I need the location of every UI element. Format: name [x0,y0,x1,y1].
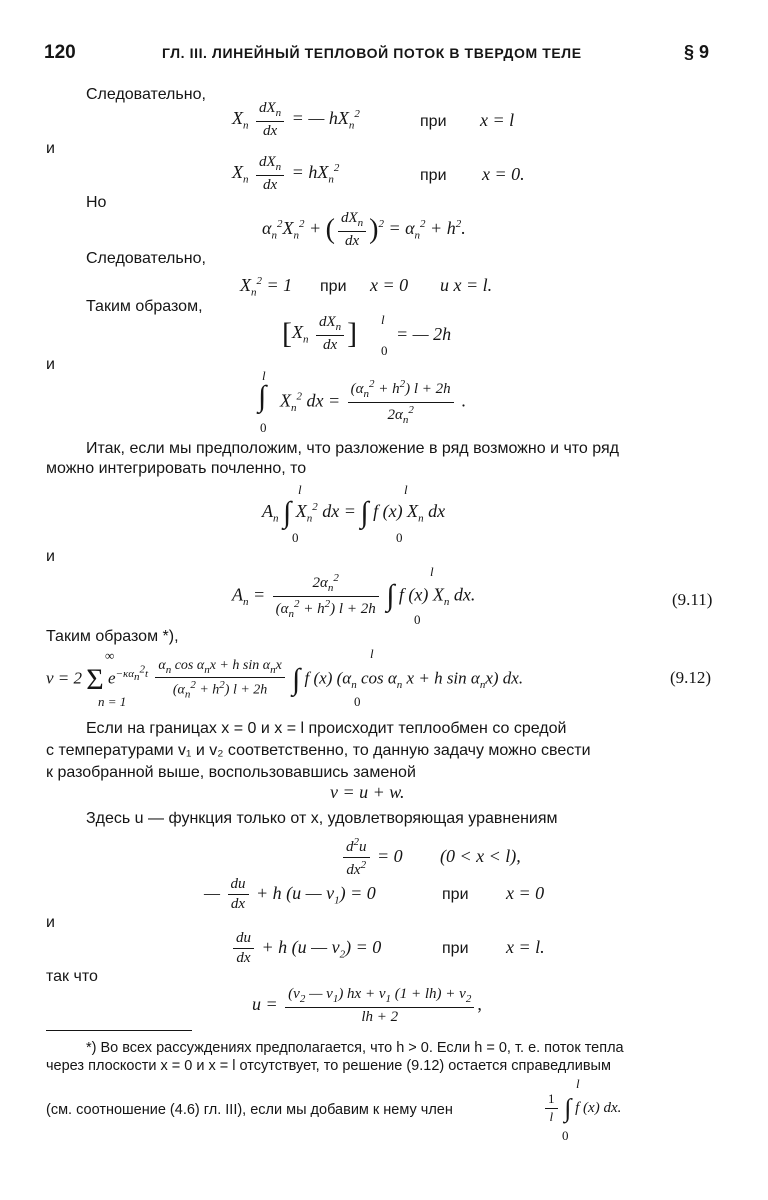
equation-coeff-relation: $A_n$ ∫ $X_n^2$ dx = ∫ f (x) $X_n$ dx [262,496,446,529]
equation-9-12: v = 2 Σ $e^{-\kappa\alpha_n^2t}$ $\frac{\alpha_n \cos \alpha_nx + h \sin \alpha_nx}{(\alpha_n^2 + h^2) l + 2h}$ ∫ f (x) ($\alpha_n$ $\cos \alpha_n$ x + h $\sin \alpha_nx$) dx. [46,658,524,701]
equation-u-solution: u = $\frac{(v_2 — v_1) hx + v_1 (1 + lh) + v_2}{lh + 2}$ , [252,986,482,1025]
paragraph-1-line-1: Итак, если мы предположим, что разложение в ряд возможно и что ряд [86,440,619,457]
equation-steady-state: $\frac{d^2u}{dx^2}$ = 0 [340,836,403,880]
equation-xn-squared: $X_n^2 = 1$ [240,275,293,299]
paragraph-1-line-2: можно интегрировать почленно, то [46,460,307,477]
condition-and-x-eq-l: и x = l. [440,275,493,295]
equation-boundary-0: $X_n$ $\frac{dX_n}{dx}$ = $hX_n^2$ [232,154,340,193]
condition-at-2: при [420,167,447,184]
footnote-rule [46,1030,192,1031]
equation-norm-integral: $X_n^2$ dx = $\frac{(\alpha_n^2 + h^2) l + 2h}{2\alpha_n^2}$ . [280,378,466,426]
paragraph-2-line-1: Если на границах x = 0 и x = l происходит теплообмен со средой [86,720,567,737]
paragraph-3-line-1: Здесь u — функция только от x, удовлетворяющая уравнениям [86,810,558,827]
equation-number-9-11: (9.11) [672,590,713,609]
word-and-2: и [46,356,55,373]
condition-at-1: при [420,113,447,130]
integral-sign-1: ∫ [258,380,267,413]
footnote-formula: $\frac{1}{l}$ ∫ f (x) dx. [542,1092,621,1125]
equation-bracket: [$X_n$ $\frac{dX_n}{dx}$ ] [282,314,358,353]
int-lower-5: 0 [354,694,361,709]
condition-x-eq-0-c: x = 0 [506,883,545,903]
word-and-3: и [46,548,55,565]
word-therefore-1: Следовательно, [86,86,206,103]
paragraph-2-line-2: с температурами v₁ и v₂ соответственно, то данную задачу можно свести [46,742,591,759]
equation-9-11: $A_n$ = $\frac{2\alpha_n^2}{(\alpha_n^2 + h^2) l + 2h}$ ∫ f (x) $X_n$ dx. [232,572,476,620]
int-lower-1: 0 [260,420,267,435]
word-so-that: так что [46,968,98,985]
equation-bracket-rhs: = — 2h [396,324,452,344]
equation-bc-left: — $\frac{du}{dx}$ + h (u — $v_1) = 0$ [204,876,376,913]
equation-bc-right: $\frac{du}{dx}$ + h (u — $v_2) = 0$ [230,930,381,968]
word-but: Но [86,194,107,211]
condition-x-eq-l-b: x = l. [506,937,545,957]
sum-lower: n = 1 [98,694,127,709]
int-upper-4: l [430,564,434,579]
section-number: § 9 [684,42,710,62]
condition-x-eq-l: x = l [480,110,515,130]
int-upper-3: l [404,482,408,497]
limit-upper: l [381,312,385,327]
page-number: 120 [44,42,76,63]
running-title: ГЛ. III. ЛИНЕЙНЫЙ ТЕПЛОВОЙ ПОТОК В ТВЕРДОМ ТЕЛЕ [162,45,582,61]
paragraph-2-line-3: к разобранной выше, воспользовавшись заменой [46,764,416,781]
footnote-line-2: через плоскости x = 0 и x = l отсутствует, то решение (9.12) остается справедливым [46,1058,611,1074]
int-upper-5: l [370,646,374,661]
equation-substitution: v = u + w. [330,782,405,802]
int-upper-6: l [576,1076,580,1091]
int-lower-6: 0 [562,1128,569,1143]
word-and-1: и [46,140,55,157]
condition-x-eq-0-b: x = 0 [370,275,409,295]
condition-at-4: при [442,886,469,903]
int-upper-1: l [262,368,266,383]
word-thus-footnote: Таким образом *), [46,628,179,645]
condition-x-eq-0: x = 0. [482,164,525,184]
condition-at-5: при [442,940,469,957]
int-upper-2: l [298,482,302,497]
equation-identity: $\alpha_n^2X_n^2$ + ( $\frac{dX_n}{dx}$ )$^2 = \alpha_n^2 + h^2$. [262,210,466,249]
equation-boundary-l: $X_n$ $\frac{dX_n}{dx}$ = — $hX_n^2$ [232,100,360,139]
footnote-line-1: *) Во всех рассуждениях предполагается, что h > 0. Если h = 0, т. е. поток тепла [86,1040,624,1056]
condition-range: (0 < x < l), [440,846,521,866]
equation-number-9-12: (9.12) [670,668,712,687]
int-lower-2: 0 [292,530,299,545]
word-therefore-2: Следовательно, [86,250,206,267]
int-lower-4: 0 [414,612,421,627]
word-and-4: и [46,914,55,931]
sum-upper: ∞ [105,648,115,663]
condition-at-3: при [320,278,347,295]
limit-lower: 0 [381,343,388,358]
footnote-line-3: (см. соотношение (4.6) гл. III), если мы добавим к нему член [46,1102,453,1118]
word-thus: Таким образом, [86,298,203,315]
int-lower-3: 0 [396,530,403,545]
